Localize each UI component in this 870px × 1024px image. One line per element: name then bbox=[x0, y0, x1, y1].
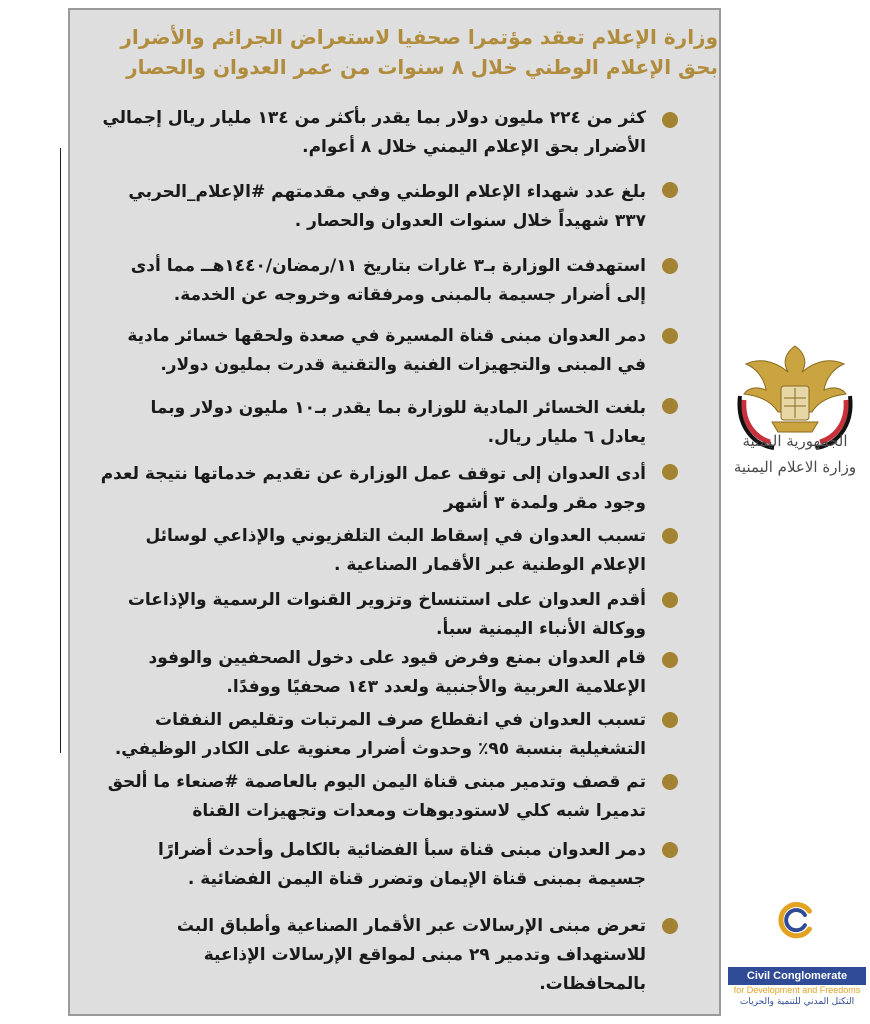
emblem-caption-country: الجمهورية اليمنية bbox=[742, 432, 848, 450]
bullet-icon bbox=[662, 774, 678, 790]
bullet-icon bbox=[662, 918, 678, 934]
list-item bbox=[100, 104, 690, 162]
bullet-icon bbox=[662, 258, 678, 274]
civil-conglomerate-logo-icon bbox=[728, 900, 864, 966]
list-item bbox=[100, 322, 690, 380]
bullet-icon bbox=[662, 842, 678, 858]
bullet-icon bbox=[662, 592, 678, 608]
list-item-text: بلغ عدد شهداء الإعلام الوطني وفي مقدمتهم #الإعلام_الحربي ٣٣٧ شهيداً خلال سنوات العدوان والحصار . bbox=[128, 182, 646, 231]
emblem-caption-ministry: وزارة الاعلام اليمنية bbox=[733, 458, 857, 476]
list-item bbox=[100, 394, 690, 452]
list-item-text: استهدفت الوزارة بـ٣ غارات بتاريخ ١١/رمضان/١٤٤٠هــ مما أدى إلى أضرار جسيمة بالمبنى ومرفقاته وخروجه عن الخدمة. bbox=[130, 256, 646, 305]
list-item-text: أقدم العدوان على استنساخ وتزوير القنوات الرسمية والإذاعات ووكالة الأنباء اليمنية سبأ. bbox=[127, 590, 646, 639]
list-item bbox=[100, 522, 690, 580]
list-item-text: دمر العدوان مبنى قناة المسيرة في صعدة ولحقها خسائر مادية في المبنى والتجهيزات الفنية والتقنية قدرت بمليون دولار. bbox=[127, 326, 646, 375]
page-title: وزارة الإعلام تعقد مؤتمرا صحفيا لاستعراض الجرائم والأضرار بحق الإعلام الوطني خلال ٨ سنوات من عمر العدوان والحصار bbox=[120, 25, 718, 79]
list-item bbox=[100, 252, 690, 310]
bullet-icon bbox=[662, 112, 678, 128]
bullet-icon bbox=[662, 528, 678, 544]
list-item-text: تعرض مبنى الإرسالات عبر الأقمار الصناعية وأطباق البث للاستهداف وتدمير ٢٩ مبنى لمواقع الإرسالات الإذاعية بالمحافظات. bbox=[176, 916, 646, 994]
list-item-text: تم قصف وتدمير مبنى قناة اليمن اليوم بالعاصمة #صنعاء ما ألحق تدميرا شبه كلي لاستوديوهات ومعدات وتجهيزات القناة bbox=[107, 772, 646, 821]
list-item bbox=[100, 706, 690, 764]
list-item-text: تسبب العدوان في انقطاع صرف المرتبات وتقليص النفقات التشغيلية بنسبة ٩٥٪ وحدوث أضرار معنوية على الكادر الوظيفي. bbox=[114, 710, 646, 759]
bullet-icon bbox=[662, 652, 678, 668]
list-item bbox=[100, 836, 690, 894]
divider-line bbox=[60, 148, 61, 753]
list-item-text: أدى العدوان إلى توقف عمل الوزارة عن تقديم خدماتها نتيجة لعدم وجود مقر ولمدة ٣ أشهر bbox=[100, 464, 646, 513]
list-item bbox=[100, 644, 690, 702]
list-item-text: بلغت الخسائر المادية للوزارة بما يقدر بـ١٠ مليون دولار وبما يعادل ٦ مليار ريال. bbox=[150, 398, 646, 447]
bullet-icon bbox=[662, 398, 678, 414]
civil-conglomerate-subtitle-en: for Development and Freedoms bbox=[733, 985, 861, 995]
list-item-text: تسبب العدوان في إسقاط البث التلفزيوني والإذاعي لوسائل الإعلام الوطنية عبر الأقمار الصناعية . bbox=[145, 526, 646, 575]
civil-conglomerate-name: Civil Conglomerate bbox=[728, 967, 866, 985]
bullet-icon bbox=[662, 182, 678, 198]
list-item-text: كثر من ٢٢٤ مليون دولار بما يقدر بأكثر من ١٣٤ مليار ريال إجمالي الأضرار بحق الإعلام اليمني خلال ٨ أعوام. bbox=[102, 108, 646, 157]
list-item-text: قام العدوان بمنع وفرض قيود على دخول الصحفيين والوفود الإعلامية العربية والأجنبية ولعدد ١٤٣ صحفيًا ووفدًا. bbox=[148, 648, 646, 697]
list-item-text: دمر العدوان مبنى قناة سبأ الفضائية بالكامل وأحدث أضرارًا جسيمة بمبنى قناة الإيمان وتضرر قناة اليمن الفضائية . bbox=[158, 840, 646, 889]
bullet-icon bbox=[662, 464, 678, 480]
list-item bbox=[100, 768, 690, 826]
list-item bbox=[100, 178, 690, 236]
list-item bbox=[100, 460, 690, 518]
civil-conglomerate-subtitle-ar: التكتل المدني للتنمية والحريات bbox=[739, 997, 855, 1007]
bullet-icon bbox=[662, 328, 678, 344]
list-item bbox=[100, 586, 690, 644]
list-item bbox=[100, 912, 690, 999]
bullet-icon bbox=[662, 712, 678, 728]
